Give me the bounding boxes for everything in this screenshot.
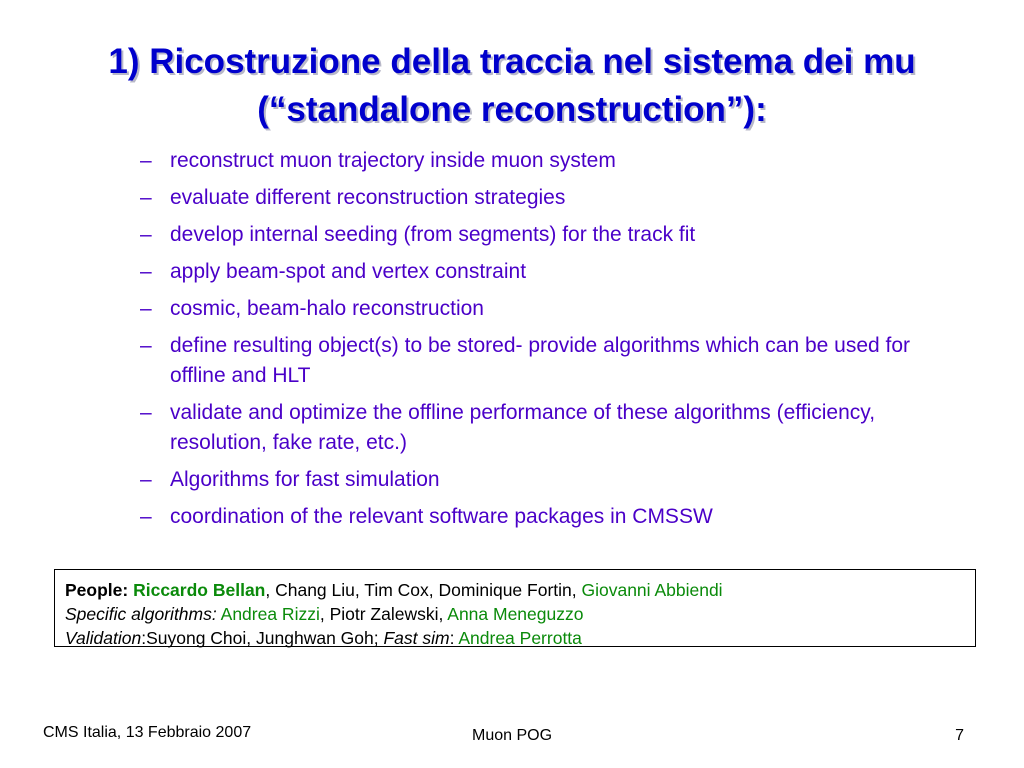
bullet-text: Algorithms for fast simulation (170, 468, 440, 491)
other-names: , Piotr Zalewski, (319, 604, 448, 624)
bullet-item (140, 183, 960, 213)
bullet-item (140, 398, 960, 458)
bullet-text: apply beam-spot and vertex constraint (170, 260, 527, 283)
bullet-text: evaluate different reconstruction strategies (170, 186, 566, 209)
bullet-dash: – (140, 260, 152, 283)
highlight-name: Andrea Perrotta (458, 628, 582, 648)
bullet-list (140, 146, 960, 539)
validation-label: Validation (65, 628, 142, 648)
bullet-text: cosmic, beam-halo reconstruction (170, 297, 484, 320)
title-line-1: 1) Ricostruzione della traccia nel sistema dei mu (108, 42, 916, 81)
bullet-text: define resulting object(s) to be stored- provide algorithms which can be used for offline and HLT (170, 334, 911, 387)
bullet-text: reconstruct muon trajectory inside muon system (170, 149, 616, 172)
bullet-dash: – (140, 186, 152, 209)
bullet-item (140, 220, 960, 250)
bullet-dash: – (140, 334, 152, 357)
fast-sim-label: Fast sim (383, 628, 450, 648)
separator: : (449, 628, 459, 648)
page-number: 7 (955, 727, 964, 744)
lead-name: Riccardo Bellan (133, 580, 266, 600)
highlight-name: Andrea Rizzi (220, 604, 320, 624)
people-line (65, 578, 975, 602)
bullet-dash: – (140, 149, 152, 172)
bullet-dash: – (140, 223, 152, 246)
specific-algorithms-line (65, 602, 975, 626)
bullet-dash: – (140, 468, 152, 491)
bullet-item (140, 331, 960, 391)
footer-event: CMS Italia, 13 Febbraio 2007 (43, 724, 252, 741)
bullet-item (140, 465, 960, 495)
bullet-item (140, 146, 960, 176)
slide-title (0, 38, 1024, 134)
bullet-item (140, 502, 960, 532)
bullet-dash: – (140, 505, 152, 528)
bullet-dash: – (140, 401, 152, 424)
bullet-item (140, 294, 960, 324)
other-names: , Chang Liu, Tim Cox, Dominique Fortin, (265, 580, 582, 600)
bullet-dash: – (140, 297, 152, 320)
people-label: People: (65, 580, 129, 600)
bullet-item (140, 257, 960, 287)
validation-line (65, 626, 975, 650)
title-line-2: (“standalone reconstruction”): (257, 90, 767, 129)
validation-names: :Suyong Choi, Junghwan Goh; (141, 628, 384, 648)
bullet-text: validate and optimize the offline performance of these algorithms (efficiency, resolution, fake rate, etc.) (170, 401, 876, 454)
footer-group: Muon POG (471, 727, 553, 744)
bullet-text: coordination of the relevant software packages in CMSSW (170, 505, 713, 528)
bullet-text: develop internal seeding (from segments) for the track fit (170, 223, 696, 246)
highlight-name: Anna Meneguzzo (447, 604, 584, 624)
specific-algorithms-label: Specific algorithms: (65, 604, 217, 624)
highlight-name: Giovanni Abbiendi (581, 580, 723, 600)
people-box (54, 569, 976, 647)
